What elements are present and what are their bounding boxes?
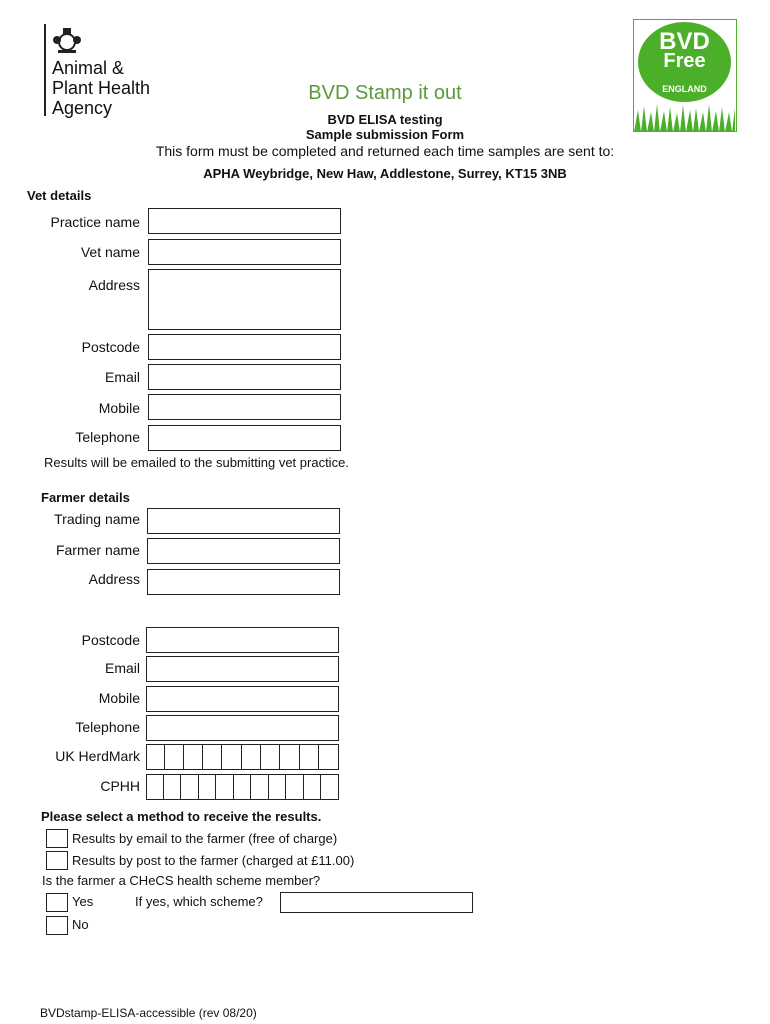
herdmark-cell-divider: [318, 745, 319, 769]
logo-text-england: ENGLAND: [662, 84, 707, 94]
cphh-field[interactable]: [146, 774, 339, 800]
herdmark-cell-divider: [221, 745, 222, 769]
cphh-cell-divider: [198, 775, 199, 799]
results-post-label: Results by post to the farmer (charged at £11.00): [72, 853, 355, 868]
practice-name-label: Practice name: [50, 214, 140, 230]
vet-telephone-label: Telephone: [75, 429, 140, 445]
submission-address: APHA Weybridge, New Haw, Addlestone, Surrey, KT15 3NB: [203, 166, 567, 181]
herdmark-cell-divider: [183, 745, 184, 769]
farmer-details-heading: Farmer details: [41, 490, 130, 505]
checs-no-label: No: [72, 917, 89, 932]
instruction-text: This form must be completed and returned each time samples are sent to:: [155, 143, 615, 159]
cphh-cell-divider: [250, 775, 251, 799]
footer-version: BVDstamp-ELISA-accessible (rev 08/20): [40, 1006, 257, 1020]
vet-name-label: Vet name: [80, 244, 140, 260]
form-subtitle-2: Sample submission Form: [305, 127, 465, 142]
vet-email-label: Email: [104, 369, 140, 385]
org-name-line3: Agency: [52, 98, 113, 118]
farmer-email-label: Email: [104, 660, 140, 676]
cphh-cell-divider: [215, 775, 216, 799]
herdmark-cell-divider: [279, 745, 280, 769]
practice-name-field[interactable]: [148, 208, 341, 234]
vet-email-field[interactable]: [148, 364, 341, 390]
vet-name-field[interactable]: [148, 239, 341, 265]
checs-yes-label: Yes: [72, 894, 94, 909]
form-subtitle-1: BVD ELISA testing: [327, 112, 443, 127]
herdmark-cell-divider: [241, 745, 242, 769]
trading-name-label: Trading name: [54, 511, 140, 527]
vet-address-field[interactable]: [148, 269, 341, 330]
vet-details-heading: Vet details: [27, 188, 92, 203]
vet-postcode-label: Postcode: [81, 339, 140, 355]
results-email-label: Results by email to the farmer (free of charge): [72, 831, 338, 846]
crest-icon: [52, 26, 82, 56]
herdmark-cell-divider: [299, 745, 300, 769]
farmer-postcode-label: Postcode: [81, 632, 140, 648]
vet-mobile-field[interactable]: [148, 394, 341, 420]
cphh-label: CPHH: [100, 778, 140, 794]
which-scheme-label: If yes, which scheme?: [135, 894, 263, 909]
trading-name-field[interactable]: [147, 508, 340, 534]
farmer-address-field[interactable]: [147, 569, 340, 595]
grass-icon: [634, 102, 735, 132]
cphh-cell-divider: [233, 775, 234, 799]
herdmark-cell-divider: [202, 745, 203, 769]
cphh-cell-divider: [268, 775, 269, 799]
farmer-name-field[interactable]: [147, 538, 340, 564]
cphh-cell-divider: [303, 775, 304, 799]
vet-mobile-label: Mobile: [98, 400, 140, 416]
vet-postcode-field[interactable]: [148, 334, 341, 360]
vet-telephone-field[interactable]: [148, 425, 341, 451]
herdmark-cell-divider: [260, 745, 261, 769]
apha-logo: [44, 24, 184, 124]
farmer-address-label: Address: [88, 571, 140, 587]
results-email-checkbox[interactable]: [46, 829, 68, 848]
farmer-mobile-label: Mobile: [98, 690, 140, 706]
herdmark-label: UK HerdMark: [55, 748, 140, 764]
farmer-name-label: Farmer name: [55, 542, 140, 558]
farmer-mobile-field[interactable]: [146, 686, 339, 712]
org-name-line1: Animal &: [52, 58, 125, 78]
logo-text-free: Free: [663, 50, 706, 72]
checs-yes-checkbox[interactable]: [46, 893, 68, 912]
farmer-email-field[interactable]: [146, 656, 339, 682]
herdmark-field[interactable]: [146, 744, 339, 770]
org-name-line2: Plant Health: [52, 78, 151, 98]
cphh-cell-divider: [163, 775, 164, 799]
which-scheme-field[interactable]: [280, 892, 473, 913]
vet-results-note: Results will be emailed to the submitting vet practice.: [44, 455, 349, 470]
cphh-cell-divider: [285, 775, 286, 799]
checs-question: Is the farmer a CHeCS health scheme member?: [42, 873, 321, 888]
bvd-free-logo: [633, 19, 737, 132]
vet-address-label: Address: [88, 277, 140, 293]
results-method-heading: Please select a method to receive the results.: [41, 809, 322, 824]
form-title: BVD Stamp it out: [308, 82, 462, 104]
logo-text-bvd: BVD: [659, 28, 710, 55]
farmer-telephone-field[interactable]: [146, 715, 339, 741]
cphh-cell-divider: [180, 775, 181, 799]
farmer-postcode-field[interactable]: [146, 627, 339, 653]
farmer-telephone-label: Telephone: [75, 719, 140, 735]
checs-no-checkbox[interactable]: [46, 916, 68, 935]
herdmark-cell-divider: [164, 745, 165, 769]
cphh-cell-divider: [320, 775, 321, 799]
results-post-checkbox[interactable]: [46, 851, 68, 870]
